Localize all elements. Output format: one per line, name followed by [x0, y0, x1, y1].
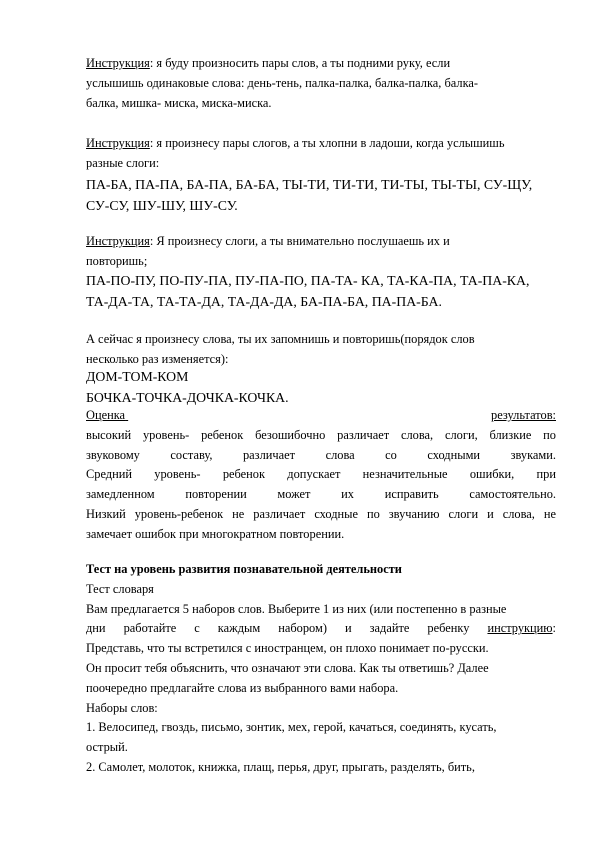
text-line: А сейчас я произнесу слова, ты их запомнишь и повторишь(порядок слов [86, 332, 475, 346]
instruction-label: Инструкция [86, 136, 150, 150]
words-list [86, 366, 556, 408]
section-subheading: Тест словаря [86, 581, 154, 596]
instruction-paragraph-1 [86, 54, 556, 113]
evaluation-label: Оценка [86, 408, 126, 422]
text-line-with-link [86, 619, 556, 639]
instruction-label: Инструкция [86, 234, 150, 248]
text-line: Средний уровень- ребенок допускает незначительные ошибки, при [86, 467, 556, 482]
text-line: разные слоги: [86, 155, 160, 170]
text-line: : я буду произносить пары слов, а ты подними руку, если [149, 56, 451, 70]
text-line: Он просит тебя объяснить, что означают эти слова. Как ты ответишь? Далее [86, 660, 489, 675]
text-line: БОЧКА-ТОЧКА-ДОЧКА-КОЧКА. [86, 390, 289, 405]
text-line: Вам предлагается 5 наборов слов. Выберите 1 из них (или постепенно в разные [86, 601, 507, 616]
sets-label: Наборы слов: [86, 700, 158, 715]
words-paragraph [86, 330, 556, 370]
evaluation-paragraph [86, 406, 556, 545]
text-line: Представь, что ты встретился с иностранцем, он плохо понимает по-русски. [86, 641, 489, 656]
text-line: ДОМ-ТОМ-КОМ [86, 369, 189, 384]
text-line: балка, мишка- миска, миска-миска. [86, 95, 272, 110]
word-set-2: 2. Самолет, молоток, книжка, плащ, перья, друг, прыгать, разделять, бить, [86, 759, 475, 774]
syllable-list-1 [86, 174, 556, 216]
text-line: услышишь одинаковые слова: день-тень, палка-палка, балка-палка, балка- [86, 75, 479, 90]
text-line: ПА-ПО-ПУ, ПО-ПУ-ПА, ПУ-ПА-ПО, ПА-ТА- КА, ТА-КА-ПА, ТА-ПА-КА, [86, 273, 530, 288]
text-fragment: дни работайте с каждым набором) и задайте ребенку [86, 621, 488, 636]
instruction-paragraph-2 [86, 134, 556, 174]
instruction-link[interactable]: инструкцию [487, 621, 553, 636]
instruction-paragraph-3 [86, 232, 556, 272]
text-line: несколько раз изменяется): [86, 351, 229, 366]
word-set-1-cont: острый. [86, 740, 128, 755]
text-line: звуковому составу, различает слова со сходными звуками. [86, 447, 556, 462]
text-line: : Я произнесу слоги, а ты внимательно послушаешь их и [149, 234, 450, 248]
evaluation-label-results: результатов: [491, 408, 556, 422]
text-line: высокий уровень- ребенок безошибочно различает слова, слоги, близкие по [86, 427, 556, 442]
test-section [86, 560, 556, 778]
text-line: замедленном повторении может их исправить самостоятельно. [86, 487, 556, 502]
text-line: ТА-ДА-ТА, ТА-ТА-ДА, ТА-ДА-ДА, БА-ПА-БА, ПА-ПА-БА. [86, 294, 442, 309]
text-line: ПА-БА, ПА-ПА, БА-ПА, БА-БА, ТЫ-ТИ, ТИ-ТИ, ТИ-ТЫ, ТЫ-ТЫ, СУ-ЩУ, [86, 177, 533, 192]
evaluation-underline-gap [125, 406, 491, 426]
text-line: Низкий уровень-ребенок не различает сходные по звучанию слоги и слова, не [86, 506, 556, 521]
evaluation-heading-line [86, 406, 556, 426]
text-fragment: : [552, 621, 556, 636]
text-line: СУ-СУ, ШУ-ШУ, ШУ-СУ. [86, 198, 238, 213]
syllable-list-2 [86, 270, 556, 312]
text-line: замечает ошибок при многократном повторении. [86, 526, 345, 541]
text-line: : я произнесу пары слогов, а ты хлопни в ладоши, когда услышишь [149, 136, 505, 150]
instruction-label: Инструкция [86, 56, 150, 70]
text-line: повторишь; [86, 253, 148, 268]
word-set-1: 1. Велосипед, гвоздь, письмо, зонтик, мех, герой, качаться, соединять, кусать, [86, 720, 497, 735]
text-line: поочередно предлагайте слова из выбранного вами набора. [86, 680, 399, 695]
section-heading: Тест на уровень развития познавательной деятельности [86, 562, 402, 576]
